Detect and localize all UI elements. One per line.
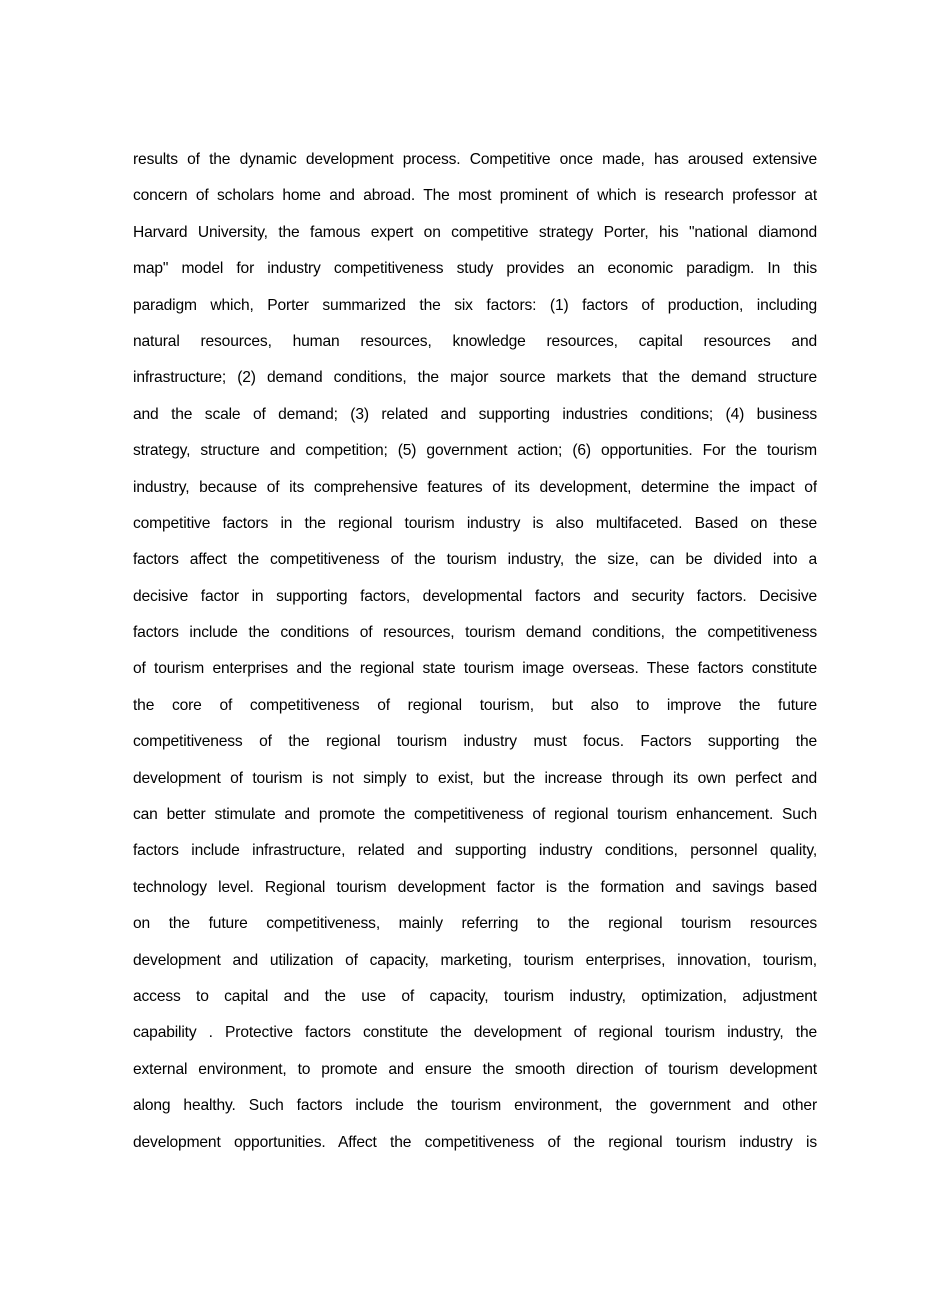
text-line: industry, because of its comprehensive features of its development, determine the impact of xyxy=(133,478,817,496)
text-line: strategy, structure and competition; (5) government action; (6) opportunities. For the tourism xyxy=(133,442,817,460)
text-line: map" model for industry competitiveness study provides an economic paradigm. In this xyxy=(133,260,817,278)
text-line: concern of scholars home and abroad. The most prominent of which is research professor at xyxy=(133,187,817,205)
text-line: decisive factor in supporting factors, developmental factors and security factors. Decisive xyxy=(133,587,817,605)
text-line: of tourism enterprises and the regional state tourism image overseas. These factors constitute xyxy=(133,660,817,678)
text-line: factors include the conditions of resources, tourism demand conditions, the competitiveness xyxy=(133,624,817,642)
text-line: factors affect the competitiveness of the tourism industry, the size, can be divided into a xyxy=(133,551,817,569)
text-line: external environment, to promote and ensure the smooth direction of tourism development xyxy=(133,1060,817,1078)
text-line: competitive factors in the regional tourism industry is also multifaceted. Based on these xyxy=(133,514,817,532)
text-line: the core of competitiveness of regional tourism, but also to improve the future xyxy=(133,696,817,714)
text-line: capability . Protective factors constitute the development of regional tourism industry, the xyxy=(133,1024,817,1042)
text-line: development opportunities. Affect the competitiveness of the regional tourism industry is xyxy=(133,1133,817,1151)
text-line: and the scale of demand; (3) related and supporting industries conditions; (4) business xyxy=(133,405,817,423)
text-line: factors include infrastructure, related and supporting industry conditions, personnel quality, xyxy=(133,842,817,860)
text-line: technology level. Regional tourism development factor is the formation and savings based xyxy=(133,878,817,896)
text-line: natural resources, human resources, knowledge resources, capital resources and xyxy=(133,332,817,350)
text-line: Harvard University, the famous expert on competitive strategy Porter, his "national diamond xyxy=(133,223,817,241)
text-line: paradigm which, Porter summarized the six factors: (1) factors of production, including xyxy=(133,296,817,314)
text-line: along healthy. Such factors include the tourism environment, the government and other xyxy=(133,1097,817,1115)
text-line: can better stimulate and promote the competitiveness of regional tourism enhancement. Such xyxy=(133,806,817,824)
text-line: competitiveness of the regional tourism industry must focus. Factors supporting the xyxy=(133,733,817,751)
text-line: development of tourism is not simply to exist, but the increase through its own perfect and xyxy=(133,769,817,787)
text-line: access to capital and the use of capacity, tourism industry, optimization, adjustment xyxy=(133,987,817,1005)
text-line: results of the dynamic development process. Competitive once made, has aroused extensive xyxy=(133,151,817,168)
text-line: infrastructure; (2) demand conditions, the major source markets that the demand structure xyxy=(133,369,817,387)
text-line: development and utilization of capacity, marketing, tourism enterprises, innovation, tourism, xyxy=(133,951,817,969)
body-paragraph xyxy=(133,147,817,1166)
text-line: on the future competitiveness, mainly referring to the regional tourism resources xyxy=(133,915,817,933)
